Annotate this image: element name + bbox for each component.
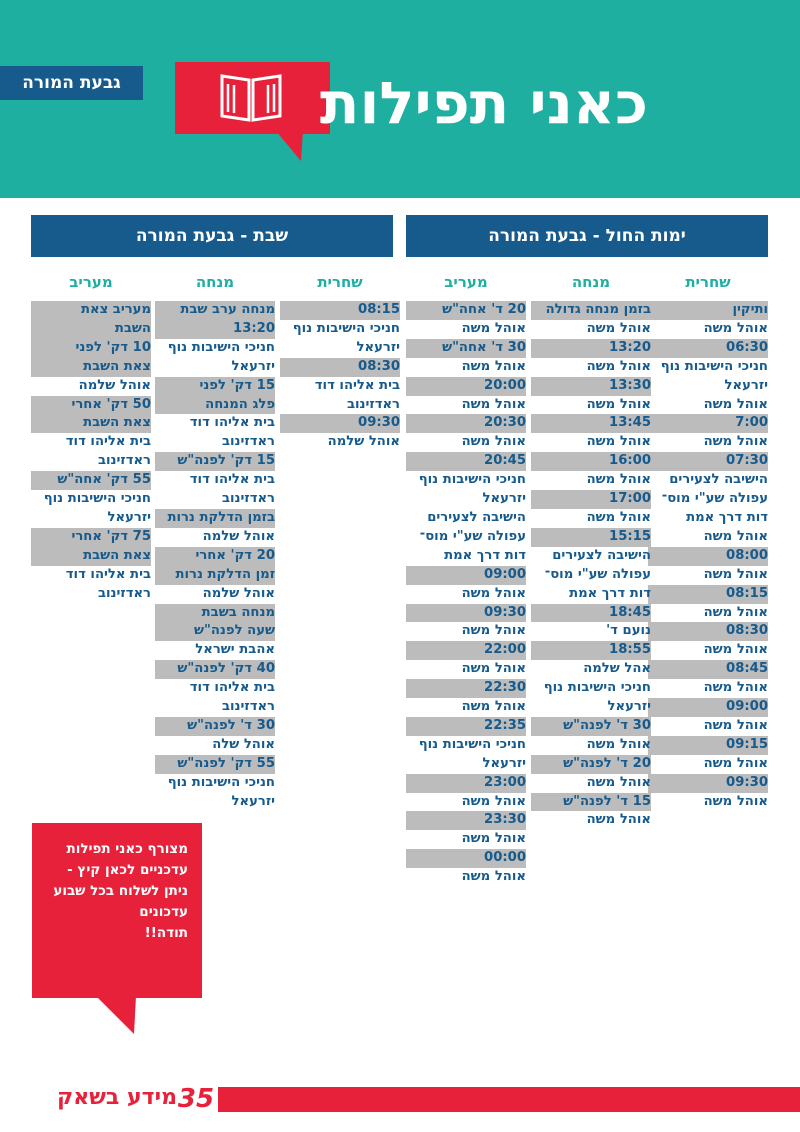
schedule-place-entry: אוהל משה bbox=[586, 812, 651, 828]
schedule-place-entry: עפולה שע"י מוס־ bbox=[544, 566, 651, 582]
footer-bar bbox=[218, 1087, 800, 1112]
schedule-time-entry: 09:30 bbox=[406, 604, 526, 623]
column-heading: מעריב bbox=[444, 273, 488, 291]
schedule-place-entry: ראדזינוב bbox=[346, 396, 400, 412]
schedule-time-entry: בזמן מנחה גדולה bbox=[531, 301, 651, 320]
schedule-time-entry: 20 ד' אחה"ש bbox=[406, 301, 526, 320]
schedule-time-entry: 22:35 bbox=[406, 717, 526, 736]
schedule-time-entry: 08:00 bbox=[648, 547, 768, 566]
schedule-time-entry: 23:30 bbox=[406, 811, 526, 830]
schedule-time-entry: 13:20 bbox=[531, 339, 651, 358]
schedule-place-entry: אוהל משה bbox=[461, 434, 526, 450]
schedule-place-entry: הישיבה לצעירים bbox=[552, 547, 651, 563]
schedule-place-entry: הישיבה לצעירים bbox=[669, 472, 768, 488]
schedule-time-entry: 55 דק' לפנה"ש bbox=[155, 755, 275, 774]
schedule-place-entry: חניכי הישיבות נוף bbox=[660, 358, 768, 374]
schedule-place-entry: דות דרך אמת bbox=[569, 585, 651, 601]
schedule-time-entry: 08:30 bbox=[280, 358, 400, 377]
column-heading: מנחה bbox=[195, 273, 235, 291]
schedule-place-entry: אוהל משה bbox=[461, 623, 526, 639]
column-heading: שחרית bbox=[685, 273, 731, 291]
schedule-time-entry: 15:15 bbox=[531, 528, 651, 547]
schedule-place-entry: חניכי הישיבות נוף bbox=[167, 339, 275, 355]
schedule-time-entry: 09:30 bbox=[280, 414, 400, 433]
schedule-time-entry: פלג המנחה bbox=[155, 396, 275, 415]
schedule-place-entry: בית אליהו דוד bbox=[65, 434, 151, 450]
schedule-time-entry: 08:15 bbox=[280, 301, 400, 320]
schedule-place-entry: אוהל משה bbox=[461, 585, 526, 601]
schedule-time-entry: 13:20 bbox=[155, 320, 275, 339]
schedule-time-entry: 75 דק' אחרי bbox=[31, 528, 151, 547]
schedule-place-entry: אוהל משה bbox=[461, 831, 526, 847]
schedule-place-entry: אוהל שלמה bbox=[202, 585, 275, 601]
schedule-time-entry: 00:00 bbox=[406, 849, 526, 868]
schedule-time-entry: 07:30 bbox=[648, 452, 768, 471]
schedule-place-entry: יזרעאל bbox=[607, 699, 651, 715]
schedule-place-entry: ראדזינוב bbox=[97, 585, 151, 601]
schedule-place-entry: בית אליהו דוד bbox=[65, 566, 151, 582]
schedule-place-entry: יזרעאל bbox=[482, 491, 526, 507]
schedule-place-entry: ראדזינוב bbox=[221, 699, 275, 715]
page-title: כאני תפילות bbox=[319, 69, 648, 137]
schedule-place-entry: אוהל שלה bbox=[212, 736, 275, 752]
schedule-time-entry: בזמן הדלקת נרות bbox=[155, 509, 275, 528]
schedule-time-entry: 23:00 bbox=[406, 774, 526, 793]
schedule-time-entry: השבת bbox=[31, 320, 151, 339]
promo-box: מצורף כאני תפילות עדכניים לכאן קיץ - ניתן לשלוח בכל שבוע עדכונים תודה!! bbox=[32, 823, 202, 998]
schedule-place-entry: אוהל שלמה bbox=[202, 528, 275, 544]
schedule-place-entry: עפולה שע"י מוס־ bbox=[661, 491, 768, 507]
weekday-shacharit-column bbox=[648, 263, 768, 811]
schedule-place-entry: חניכי הישיבות נוף bbox=[543, 680, 651, 696]
schedule-place-entry: אוהל משה bbox=[586, 472, 651, 488]
column-heading: שחרית bbox=[317, 273, 363, 291]
schedule-time-entry: 20:30 bbox=[406, 414, 526, 433]
neighborhood-tag: גבעת המורה bbox=[0, 66, 143, 100]
schedule-time-entry: 15 ד' לפנה"ש bbox=[531, 793, 651, 812]
shabbat-shacharit-column bbox=[280, 263, 400, 452]
schedule-time-entry: 18:45 bbox=[531, 604, 651, 623]
schedule-time-entry: 10 דק' לפני bbox=[31, 339, 151, 358]
schedule-place-entry: ראדזינוב bbox=[221, 491, 275, 507]
schedule-time-entry: 09:00 bbox=[406, 566, 526, 585]
schedule-place-entry: אוהל משה bbox=[703, 717, 768, 733]
schedule-time-entry: שעה לפנה"ש bbox=[155, 622, 275, 641]
schedule-place-entry: הישיבה לצעירים bbox=[427, 509, 526, 525]
schedule-time-entry: זמן הדלקת נרות bbox=[155, 566, 275, 585]
schedule-place-entry: אוהל משה bbox=[703, 793, 768, 809]
schedule-time-entry: צאת השבת bbox=[31, 358, 151, 377]
schedule-place-entry: אוהל משה bbox=[703, 604, 768, 620]
schedule-time-entry: 22:00 bbox=[406, 641, 526, 660]
shabbat-mincha-column bbox=[155, 263, 275, 811]
schedule-place-entry: בית אליהו דוד bbox=[314, 377, 400, 393]
schedule-place-entry: יזרעאל bbox=[231, 358, 275, 374]
column-heading: מנחה bbox=[571, 273, 611, 291]
schedule-time-entry: 20 ד' לפנה"ש bbox=[531, 755, 651, 774]
schedule-place-entry: אוהל משה bbox=[703, 680, 768, 696]
schedule-place-entry: ראדזינוב bbox=[221, 434, 275, 450]
schedule-place-entry: יזרעאל bbox=[482, 755, 526, 771]
schedule-place-entry: בית אליהו דוד bbox=[189, 472, 275, 488]
schedule-time-entry: 30 ד' לפנה"ש bbox=[531, 717, 651, 736]
schedule-place-entry: אוהל משה bbox=[586, 774, 651, 790]
schedule-place-entry: אוהל משה bbox=[703, 434, 768, 450]
schedule-time-entry: צאת השבת bbox=[31, 547, 151, 566]
promo-bubble-tail-icon bbox=[96, 996, 138, 1036]
schedule-place-entry: יזרעאל bbox=[231, 793, 275, 809]
schedule-time-entry: 08:15 bbox=[648, 585, 768, 604]
schedule-place-entry: דות דרך אמת bbox=[444, 547, 526, 563]
schedule-place-entry: אוהל משה bbox=[703, 320, 768, 336]
schedule-place-entry: ראדזינוב bbox=[97, 453, 151, 469]
schedule-time-entry: ותיקין bbox=[648, 301, 768, 320]
page-number: 35 bbox=[177, 1084, 215, 1114]
footer bbox=[0, 1084, 800, 1114]
schedule-time-entry: 7:00 bbox=[648, 414, 768, 433]
schedule-time-entry: 30 ד' אחה"ש bbox=[406, 339, 526, 358]
schedule-time-entry: 09:30 bbox=[648, 774, 768, 793]
schedule-place-entry: אוהל משה bbox=[461, 358, 526, 374]
schedule-place-entry: אוהל משה bbox=[586, 434, 651, 450]
schedule-time-entry: 15 דק' לפנה"ש bbox=[155, 452, 275, 471]
schedule-time-entry: 30 ד' לפנה"ש bbox=[155, 717, 275, 736]
schedule-time-entry: 50 דק' אחרי bbox=[31, 396, 151, 415]
schedule-place-entry: אוהל משה bbox=[461, 869, 526, 885]
header-banner bbox=[0, 0, 800, 198]
schedule-time-entry: 22:30 bbox=[406, 679, 526, 698]
schedule-place-entry: אוהל משה bbox=[461, 396, 526, 412]
shabbat-maariv-column bbox=[31, 263, 151, 604]
schedule-place-entry: אוהל משה bbox=[703, 755, 768, 771]
schedule-time-entry: 06:30 bbox=[648, 339, 768, 358]
schedule-time-entry: 20:45 bbox=[406, 452, 526, 471]
schedule-place-entry: חניכי הישיבות נוף bbox=[292, 320, 400, 336]
schedule-time-entry: 08:30 bbox=[648, 622, 768, 641]
schedule-place-entry: חניכי הישיבות נוף bbox=[418, 472, 526, 488]
schedule-place-entry: אוהל משה bbox=[703, 396, 768, 412]
schedule-place-entry: יזרעאל bbox=[356, 339, 400, 355]
schedule-place-entry: עפולה שע"י מוס־ bbox=[419, 528, 526, 544]
schedule-time-entry: מעריב צאת bbox=[31, 301, 151, 320]
schedule-time-entry: 09:15 bbox=[648, 736, 768, 755]
schedule-time-entry: 40 דק' לפנה"ש bbox=[155, 660, 275, 679]
schedule-place-entry: נועם ד' bbox=[606, 623, 651, 639]
schedule-place-entry: אהבת ישראל bbox=[195, 642, 275, 658]
schedule-time-entry: 08:45 bbox=[648, 660, 768, 679]
column-heading: מעריב bbox=[69, 273, 113, 291]
schedule-place-entry: אוהל משה bbox=[461, 320, 526, 336]
schedule-time-entry: מנחה בשבת bbox=[155, 604, 275, 623]
schedule-place-entry: אוהל משה bbox=[703, 642, 768, 658]
schedule-place-entry: אוהל משה bbox=[586, 736, 651, 752]
schedule-time-entry: 13:30 bbox=[531, 377, 651, 396]
schedule-place-entry: יזרעאל bbox=[724, 377, 768, 393]
schedule-place-entry: דות דרך אמת bbox=[686, 509, 768, 525]
schedule-place-entry: חניכי הישיבות נוף bbox=[43, 491, 151, 507]
weekday-maariv-column bbox=[406, 263, 526, 887]
schedule-place-entry: בית אליהו דוד bbox=[189, 680, 275, 696]
shabbat-section-header: שבת - גבעת המורה bbox=[31, 215, 393, 257]
schedule-place-entry: אוהל משה bbox=[586, 358, 651, 374]
schedule-place-entry: אוהל שלמה bbox=[327, 434, 400, 450]
schedule-place-entry: אוהל משה bbox=[461, 699, 526, 715]
schedule-place-entry: אוהל משה bbox=[586, 320, 651, 336]
schedule-time-entry: 20 דק' אחרי bbox=[155, 547, 275, 566]
schedule-time-entry: 20:00 bbox=[406, 377, 526, 396]
schedule-place-entry: אוהל שלמה bbox=[78, 377, 151, 393]
schedule-time-entry: 15 דק' לפני bbox=[155, 377, 275, 396]
schedule-time-entry: 13:45 bbox=[531, 414, 651, 433]
schedule-place-entry: אוהל משה bbox=[461, 793, 526, 809]
schedule-place-entry: אוהל משה bbox=[703, 528, 768, 544]
weekday-mincha-column bbox=[531, 263, 651, 830]
schedule-time-entry: 09:00 bbox=[648, 698, 768, 717]
schedule-place-entry: אוהל משה bbox=[586, 509, 651, 525]
schedule-place-entry: בית אליהו דוד bbox=[189, 415, 275, 431]
schedule-time-entry: 18:55 bbox=[531, 641, 651, 660]
schedule-place-entry: חניכי הישיבות נוף bbox=[167, 774, 275, 790]
open-book-icon bbox=[216, 66, 286, 126]
schedule-time-entry: 17:00 bbox=[531, 490, 651, 509]
schedule-place-entry: אוהל משה bbox=[703, 566, 768, 582]
schedule-place-entry: אהל שלמה bbox=[583, 661, 651, 677]
schedule-place-entry: חניכי הישיבות נוף bbox=[418, 736, 526, 752]
schedule-time-entry: מנחה ערב שבת bbox=[155, 301, 275, 320]
weekday-section-header: ימות החול - גבעת המורה bbox=[406, 215, 768, 257]
speech-bubble-tail-icon bbox=[275, 130, 305, 162]
schedule-place-entry: אוהל משה bbox=[586, 396, 651, 412]
schedule-time-entry: 55 דק' אחה"ש bbox=[31, 471, 151, 490]
schedule-time-entry: צאת השבת bbox=[31, 414, 151, 433]
brand-logo: מידע בשאק bbox=[57, 1085, 177, 1110]
schedule-time-entry: 16:00 bbox=[531, 452, 651, 471]
schedule-place-entry: יזרעאל bbox=[107, 509, 151, 525]
schedule-place-entry: אוהל משה bbox=[461, 661, 526, 677]
